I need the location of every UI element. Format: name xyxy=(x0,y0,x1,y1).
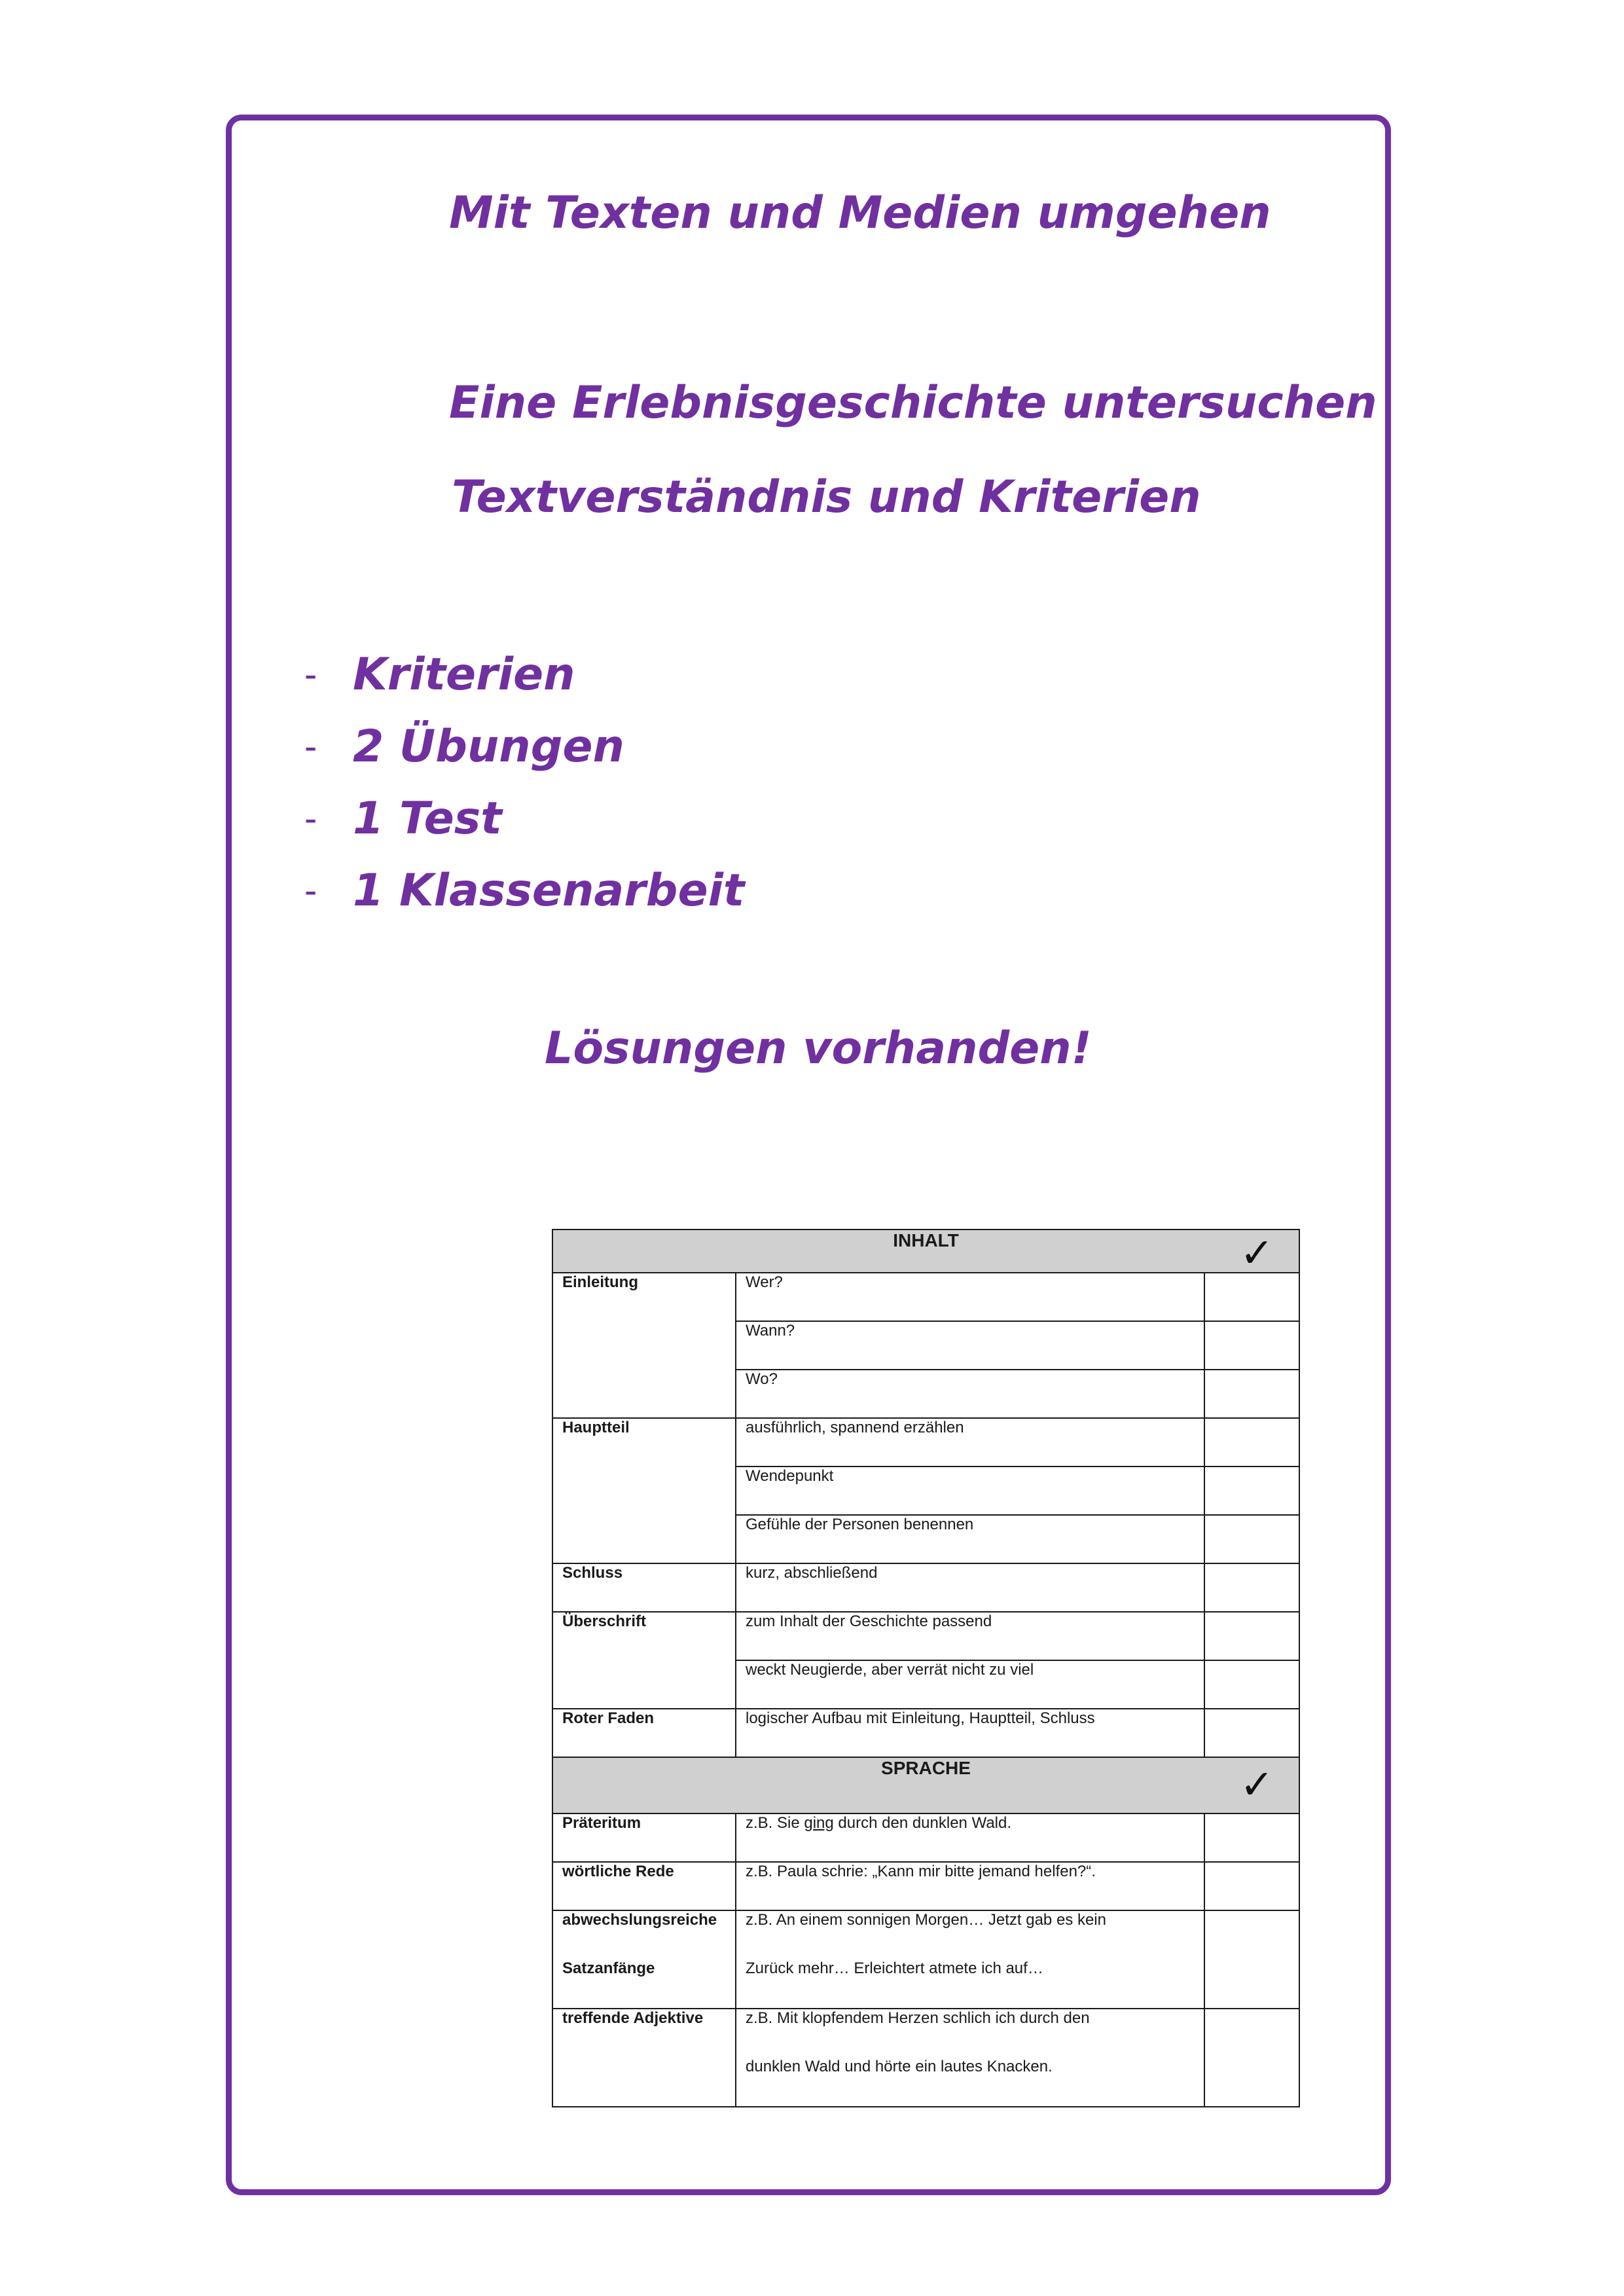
criterion-satzanfaenge-example xyxy=(736,1910,1204,2009)
table-row xyxy=(552,1910,1299,2009)
category-einleitung: Einleitung xyxy=(552,1273,736,1418)
criterion-gefuehle: Gefühle der Personen benennen xyxy=(736,1515,1204,1563)
table-row xyxy=(552,1273,1299,1321)
criterion-wann: Wann? xyxy=(736,1321,1204,1370)
example-line: dunklen Wald und hörte ein lautes Knacken. xyxy=(746,2058,1053,2075)
criterion-wer: Wer? xyxy=(736,1273,1204,1321)
check-cell[interactable] xyxy=(1204,1563,1299,1612)
category-ueberschrift: Überschrift xyxy=(552,1612,736,1709)
category-schluss: Schluss xyxy=(552,1563,736,1612)
subtitle-erlebnisgeschichte: Eine Erlebnisgeschichte untersuchen xyxy=(449,377,1377,429)
list-item xyxy=(304,710,744,782)
example-text: z.B. Sie xyxy=(746,1814,804,1832)
category-praeteritum: Präteritum xyxy=(552,1813,736,1862)
category-satzanfaenge xyxy=(552,1910,736,2009)
list-item xyxy=(304,854,744,926)
criterion-inhalt-passend: zum Inhalt der Geschichte passend xyxy=(736,1612,1204,1660)
section-header-sprache xyxy=(552,1757,1299,1813)
solutions-note: Lösungen vorhanden! xyxy=(545,1023,1092,1074)
list-item xyxy=(304,638,744,710)
category-roter-faden: Roter Faden xyxy=(552,1709,736,1757)
check-cell[interactable] xyxy=(1204,1515,1299,1563)
page-title: Mit Texten und Medien umgehen xyxy=(449,187,1271,239)
example-line: Zurück mehr… Erleichtert atmete ich auf… xyxy=(746,1959,1043,1977)
list-dash: - xyxy=(304,725,317,768)
criteria-table xyxy=(552,1229,1300,2107)
section-title-sprache: SPRACHE xyxy=(881,1758,971,1778)
check-cell[interactable] xyxy=(1204,1862,1299,1910)
table-row xyxy=(552,1709,1299,1757)
category-hauptteil: Hauptteil xyxy=(552,1418,736,1563)
category-label-line: Satzanfänge xyxy=(562,1959,655,1977)
list-item xyxy=(304,782,744,854)
table-row xyxy=(552,2009,1299,2107)
subtitle-textverstaendnis: Textverständnis und Kriterien xyxy=(452,471,1201,523)
list-item-label: 1 Test xyxy=(353,792,502,845)
list-item-label: 2 Übungen xyxy=(353,720,624,773)
example-underlined-verb: ging xyxy=(804,1814,834,1832)
example-line: z.B. An einem sonnigen Morgen… Jetzt gab es kein xyxy=(746,1911,1106,1929)
table-row xyxy=(552,1612,1299,1660)
contents-list xyxy=(304,638,744,926)
check-cell[interactable] xyxy=(1204,1321,1299,1370)
check-cell[interactable] xyxy=(1204,1910,1299,2009)
criterion-woertliche-rede-example: z.B. Paula schrie: „Kann mir bitte jemand helfen?“. xyxy=(736,1862,1204,1910)
check-cell[interactable] xyxy=(1204,1709,1299,1757)
check-cell[interactable] xyxy=(1204,2009,1299,2107)
table-row xyxy=(552,1563,1299,1612)
list-item-label: Kriterien xyxy=(353,648,575,701)
criterion-neugierde: weckt Neugierde, aber verrät nicht zu viel xyxy=(736,1660,1204,1709)
list-dash: - xyxy=(304,869,317,912)
section-title-inhalt: INHALT xyxy=(893,1230,959,1250)
criterion-logischer-aufbau: logischer Aufbau mit Einleitung, Hauptteil, Schluss xyxy=(736,1709,1204,1757)
criterion-ausfuehrlich: ausführlich, spannend erzählen xyxy=(736,1418,1204,1467)
criterion-wendepunkt: Wendepunkt xyxy=(736,1467,1204,1515)
check-cell[interactable] xyxy=(1204,1612,1299,1660)
check-cell[interactable] xyxy=(1204,1467,1299,1515)
check-cell[interactable] xyxy=(1204,1418,1299,1467)
example-text: durch den dunklen Wald. xyxy=(833,1814,1012,1832)
list-dash: - xyxy=(304,797,317,840)
category-adjektive: treffende Adjektive xyxy=(552,2009,736,2107)
criterion-adjektive-example xyxy=(736,2009,1204,2107)
criterion-kurz: kurz, abschließend xyxy=(736,1563,1204,1612)
example-line: z.B. Mit klopfendem Herzen schlich ich durch den xyxy=(746,2009,1090,2027)
checkmark-icon: ✓ xyxy=(1240,1760,1274,1808)
section-header-inhalt xyxy=(552,1230,1299,1273)
list-item-label: 1 Klassenarbeit xyxy=(353,864,745,917)
check-cell[interactable] xyxy=(1204,1660,1299,1709)
table-row xyxy=(552,1813,1299,1862)
criterion-wo: Wo? xyxy=(736,1370,1204,1418)
check-cell[interactable] xyxy=(1204,1273,1299,1321)
check-cell[interactable] xyxy=(1204,1370,1299,1418)
checkmark-icon: ✓ xyxy=(1240,1229,1274,1277)
check-cell[interactable] xyxy=(1204,1813,1299,1862)
table-row xyxy=(552,1862,1299,1910)
criterion-praeteritum-example xyxy=(736,1813,1204,1862)
category-label-line: abwechslungsreiche xyxy=(562,1911,717,1929)
category-woertliche-rede: wörtliche Rede xyxy=(552,1862,736,1910)
list-dash: - xyxy=(304,653,317,696)
table-row xyxy=(552,1418,1299,1467)
